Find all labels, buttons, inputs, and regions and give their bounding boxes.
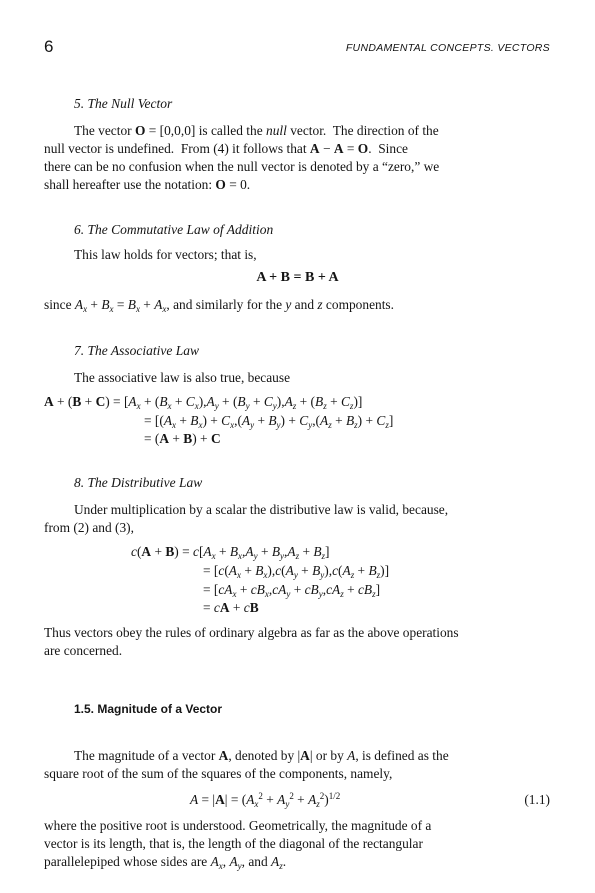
distributive-conclusion-line-1: Thus vectors obey the rules of ordinary algebra as far as the above operations (44, 625, 459, 640)
null-vector-line-4: shall hereafter use the notation: O = 0. (44, 177, 251, 192)
equation-number: (1.1) (524, 792, 550, 807)
magnitude-after-line-2: vector is its length, that is, the length of the diagonal of the rectangular (44, 836, 423, 851)
heading-distributive: 8. The Distributive Law (74, 475, 203, 490)
commutative-since-line: since $A_x + B_x = B_x + A_x$, and similarly for the y and z components. (44, 297, 394, 314)
page-number: 6 (44, 37, 54, 56)
heading-associative: 7. The Associative Law (74, 343, 200, 358)
running-head: FUNDAMENTAL CONCEPTS. VECTORS (345, 42, 550, 54)
distributive-conclusion-line-2: are concerned. (44, 643, 123, 658)
associative-intro: The associative law is also true, because (74, 370, 291, 385)
associative-eq-2: = $[(A_x + B_x) + C_x,(A_y + B_y) + C_y,(A_z + B_z) + C_z]$ (144, 413, 394, 430)
magnitude-line-2: square root of the sum of the squares of the components, namely, (44, 766, 393, 781)
commutative-equation: A + B = B + A (256, 270, 339, 285)
distributive-intro-line-1: Under multiplication by a scalar the distributive law is valid, because, (74, 502, 449, 517)
distributive-eq-2: = $[c(A_x + B_x),c(A_y + B_y),c(A_z + B_z)]$ (203, 563, 390, 580)
associative-eq-1: $A + (B + C) = [A_x + (B_x + C_x),A_y + (B_y + C_y),A_z + (B_z + C_z)]$ (44, 394, 363, 411)
heading-commutative: 6. The Commutative Law of Addition (74, 222, 274, 237)
null-vector-line-2: null vector is undefined. From (4) it follows that A − A = O. Since (44, 141, 408, 156)
section-heading-magnitude: 1.5. Magnitude of a Vector (74, 702, 223, 716)
heading-null-vector: 5. The Null Vector (74, 96, 173, 111)
distributive-eq-3: = $[cA_x + cB_x,cA_y + cB_y,cA_z + cB_z]$ (203, 582, 381, 599)
magnitude-after-line-3: parallelepiped whose sides are $A_x$, $A_y$, and $A_z$. (44, 854, 287, 871)
distributive-intro-line-2: from (2) and (3), (44, 520, 134, 535)
commutative-intro: This law holds for vectors; that is, (74, 247, 257, 262)
null-vector-line-3: there can be no confusion when the null vector is denoted by a “zero,” we (44, 159, 440, 174)
magnitude-after-line-1: where the positive root is understood. Geometrically, the magnitude of a (44, 818, 432, 833)
magnitude-line-1: The magnitude of a vector A, denoted by |A| or by A, is defined as the (74, 748, 449, 763)
distributive-eq-1: $c(A + B) = c[A_x + B_x,A_y + B_y,A_z + B_z]$ (131, 544, 330, 561)
magnitude-equation: $A = |A| = (A_x^2 + A_y^2 + A_z^2)^{1/2}$ (190, 791, 341, 809)
associative-eq-3: = (A + B) + C (144, 431, 221, 446)
null-vector-line-1: The vector O = [0,0,0] is called the null vector. The direction of the (74, 123, 439, 138)
distributive-eq-4: = cA + cB (203, 600, 259, 615)
